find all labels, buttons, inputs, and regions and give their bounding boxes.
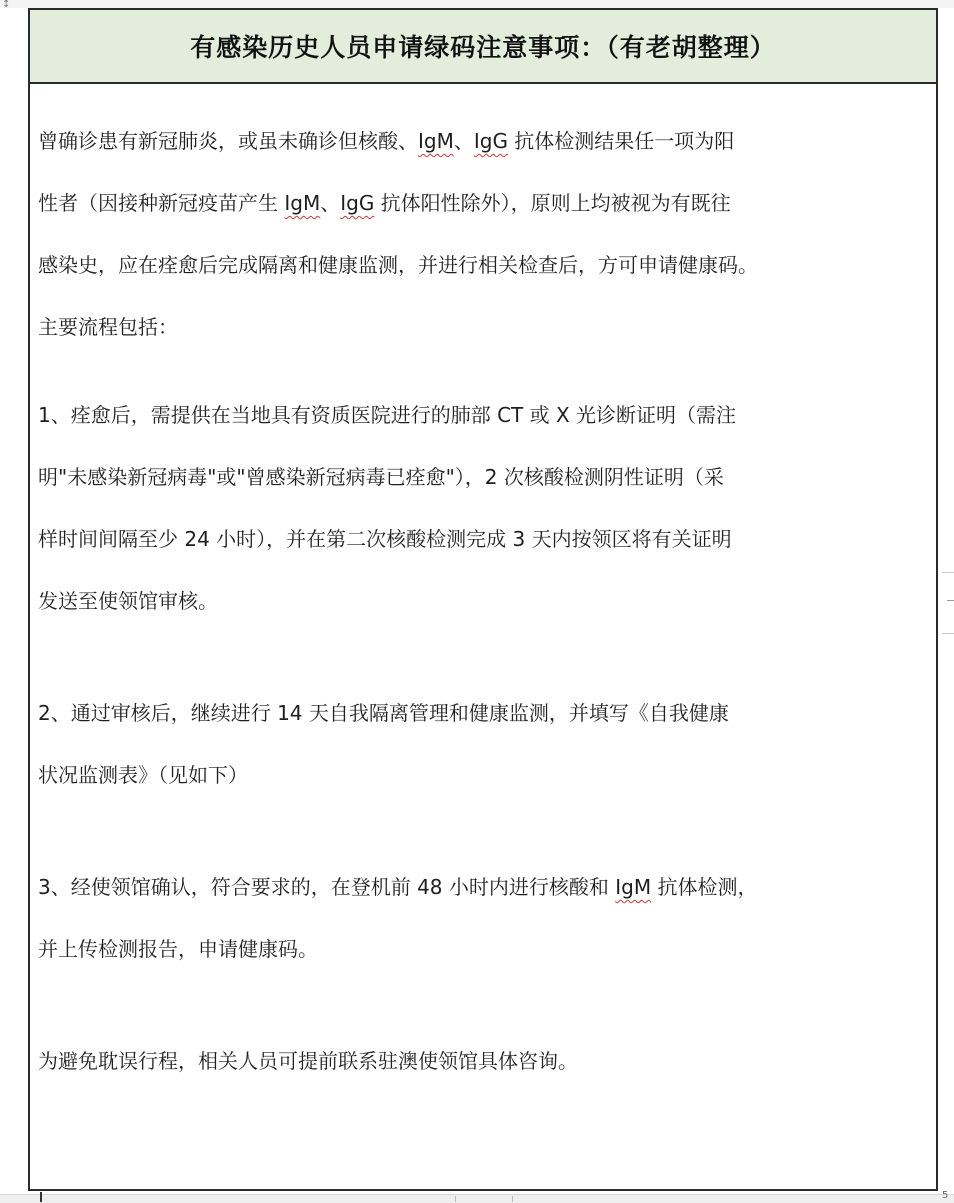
closing-paragraph: 为避免耽误行程，相关人员可提前联系驻澳使领馆具体咨询。 (38, 1049, 578, 1073)
step-1-line: 1、痊愈后，需提供在当地具有资质医院进行的肺部 CT 或 X 光诊断证明（需注 (38, 403, 737, 427)
title-cell (30, 10, 936, 84)
spellcheck-word: IgG (340, 191, 375, 215)
step-2-paragraph (38, 682, 874, 806)
step-1-line: 明"未感染新冠病毒"或"曾感染新冠病毒已痊愈"），2 次核酸检测阴性证明（采 (38, 465, 724, 489)
intro-line-2: 性者（因接种新冠疫苗产生 IgM、IgG 抗体阳性除外），原则上均被视为有既往 (38, 191, 731, 215)
intro-line-1: 曾确诊患有新冠肺炎，或虽未确诊但核酸、IgM、IgG 抗体检测结果任一项为阳 (38, 129, 735, 153)
text-cursor (40, 1192, 42, 1202)
spellcheck-word: IgM (615, 875, 652, 899)
spellcheck-word: IgG (473, 129, 508, 153)
intro-line-3: 感染史，应在痊愈后完成隔离和健康监测，并进行相关检查后，方可申请健康码。 (38, 253, 758, 277)
margin-marker (942, 572, 954, 634)
ruler-slot[interactable] (455, 1196, 513, 1202)
step-1-line: 样时间间隔至少 24 小时），并在第二次核酸检测完成 3 天内按领区将有关证明 (38, 527, 732, 551)
step-1-paragraph (38, 384, 874, 632)
document-body (38, 110, 874, 1092)
page-top-edge (0, 0, 954, 8)
step-2-line: 2、通过审核后，继续进行 14 天自我隔离管理和健康监测，并填写《自我健康 (38, 701, 729, 725)
intro-paragraph (38, 110, 874, 296)
process-heading: 主要流程包括： (38, 315, 178, 339)
step-3-line-1: 3、经使领馆确认，符合要求的，在登机前 48 小时内进行核酸和 IgM 抗体检测， (38, 875, 758, 899)
step-3-paragraph (38, 856, 874, 980)
step-1-line: 发送至使领馆审核。 (38, 589, 218, 613)
spellcheck-word: IgM (418, 129, 454, 153)
margin-marker-tick (947, 600, 954, 601)
step-3-line-2: 并上传检测报告，申请健康码。 (38, 937, 318, 961)
document-title: 有感染历史人员申请绿码注意事项：（有老胡整理） (190, 33, 776, 62)
resize-handle-icon[interactable]: ↕ (2, 0, 11, 10)
step-2-line: 状况监测表》（见如下） (38, 763, 248, 787)
spellcheck-word: IgM (284, 191, 321, 215)
page-number: 5 (942, 1190, 949, 1201)
